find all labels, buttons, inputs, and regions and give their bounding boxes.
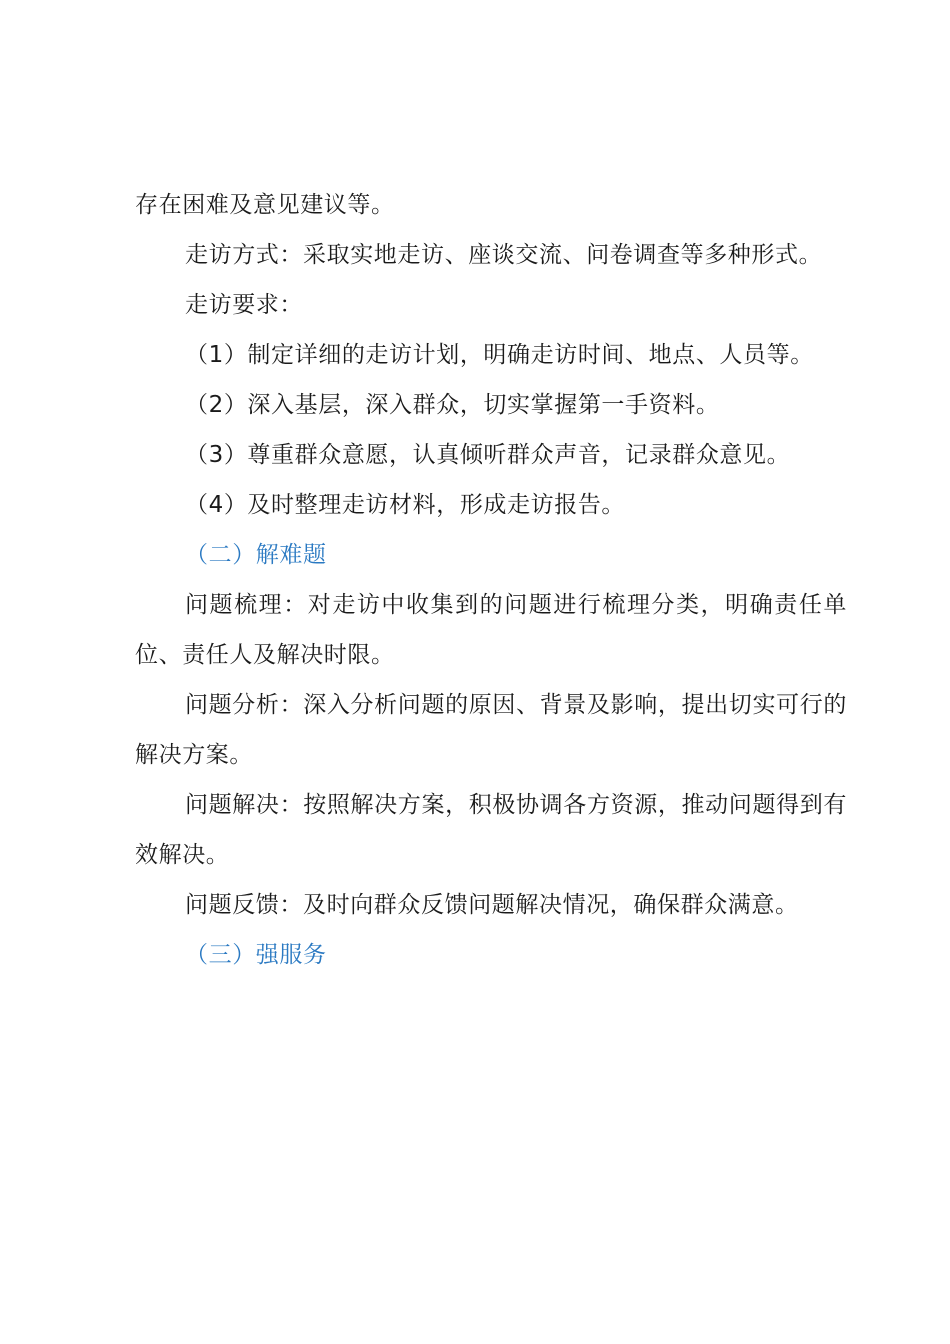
- requirement-item-1: （1）制定详细的走访计划，明确走访时间、地点、人员等。: [185, 342, 814, 368]
- paragraph-problem-solving: 问题解决：按照解决方案，积极协调各方资源，推动问题得到有效解决。: [135, 792, 847, 868]
- paragraph-visit-requirements: 走访要求：: [185, 292, 303, 318]
- paragraph-continuation: 存在困难及意见建议等。: [135, 192, 395, 218]
- requirement-item-2: （2）深入基层，深入群众，切实掌握第一手资料。: [185, 392, 720, 418]
- section-heading-strengthen-service: （三）强服务: [185, 942, 327, 968]
- section-heading-solve-problems: （二）解难题: [185, 542, 327, 568]
- paragraph-visit-method: 走访方式：采取实地走访、座谈交流、问卷调查等多种形式。: [185, 242, 823, 268]
- requirement-item-4: （4）及时整理走访材料，形成走访报告。: [185, 492, 626, 518]
- document-body: [135, 180, 847, 980]
- paragraph-problem-analysis: 问题分析：深入分析问题的原因、背景及影响，提出切实可行的解决方案。: [135, 692, 847, 768]
- paragraph-problem-sorting: 问题梳理：对走访中收集到的问题进行梳理分类，明确责任单位、责任人及解决时限。: [135, 592, 847, 668]
- requirement-item-3: （3）尊重群众意愿，认真倾听群众声音，记录群众意见。: [185, 442, 791, 468]
- paragraph-problem-feedback: 问题反馈：及时向群众反馈问题解决情况，确保群众满意。: [185, 892, 799, 918]
